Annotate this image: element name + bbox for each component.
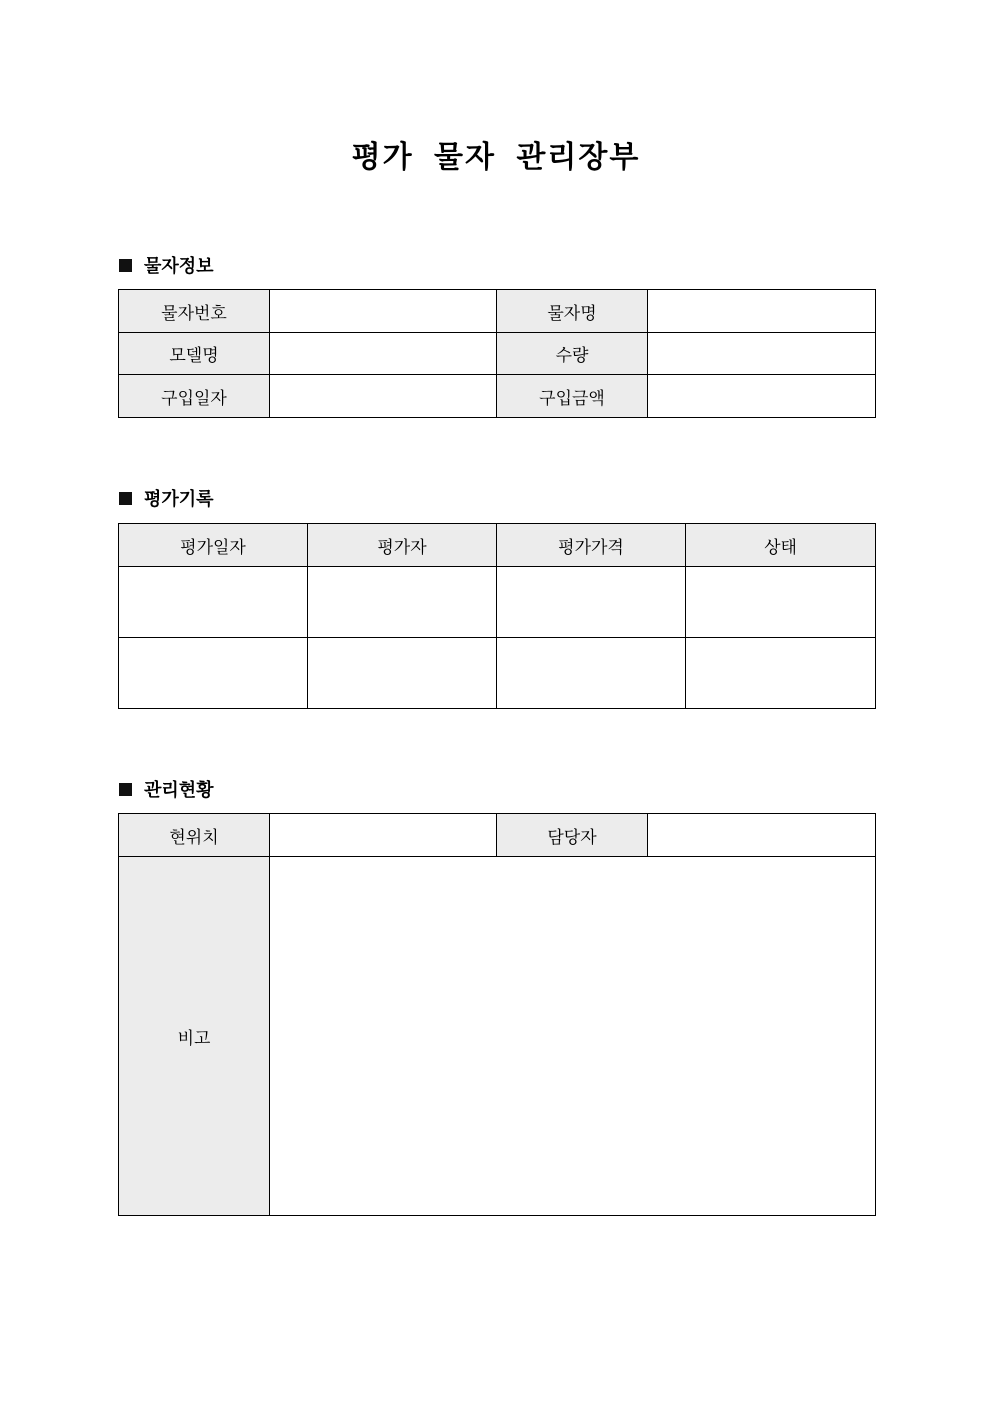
table-header-row bbox=[119, 524, 876, 567]
item-number-field[interactable] bbox=[270, 290, 497, 333]
info-table bbox=[118, 289, 876, 418]
evaluator-cell[interactable] bbox=[308, 567, 497, 638]
eval-price-cell[interactable] bbox=[497, 567, 686, 638]
model-name-label: 모델명 bbox=[119, 333, 270, 375]
manager-field[interactable] bbox=[648, 814, 876, 857]
item-name-field[interactable] bbox=[648, 290, 876, 333]
table-row bbox=[119, 567, 876, 638]
model-name-field[interactable] bbox=[270, 333, 497, 375]
remarks-field[interactable] bbox=[270, 857, 876, 1216]
location-field[interactable] bbox=[270, 814, 497, 857]
eval-date-header: 평가일자 bbox=[119, 524, 308, 567]
section-heading-management bbox=[119, 776, 214, 802]
manager-label: 담당자 bbox=[497, 814, 648, 857]
purchase-amount-label: 구입금액 bbox=[497, 375, 648, 418]
purchase-amount-field[interactable] bbox=[648, 375, 876, 418]
section-heading-evaluation-label: 평가기록 bbox=[144, 489, 214, 510]
table-row bbox=[119, 638, 876, 709]
section-heading-evaluation bbox=[119, 485, 214, 511]
section-heading-info bbox=[119, 252, 214, 278]
eval-date-cell[interactable] bbox=[119, 567, 308, 638]
quantity-field[interactable] bbox=[648, 333, 876, 375]
evaluation-table bbox=[118, 523, 876, 709]
status-cell[interactable] bbox=[686, 567, 876, 638]
item-name-label: 물자명 bbox=[497, 290, 648, 333]
section-heading-info-label: 물자정보 bbox=[144, 256, 214, 277]
purchase-date-label: 구입일자 bbox=[119, 375, 270, 418]
page-title: 평가 물자 관리장부 bbox=[351, 140, 641, 175]
eval-date-cell[interactable] bbox=[119, 638, 308, 709]
black-square-icon bbox=[119, 259, 132, 272]
purchase-date-field[interactable] bbox=[270, 375, 497, 418]
evaluator-cell[interactable] bbox=[308, 638, 497, 709]
table-row bbox=[119, 290, 876, 333]
black-square-icon bbox=[119, 492, 132, 505]
status-header: 상태 bbox=[686, 524, 876, 567]
table-row bbox=[119, 375, 876, 418]
status-cell[interactable] bbox=[686, 638, 876, 709]
item-number-label: 물자번호 bbox=[119, 290, 270, 333]
eval-price-header: 평가가격 bbox=[497, 524, 686, 567]
location-label: 현위치 bbox=[119, 814, 270, 857]
section-heading-management-label: 관리현황 bbox=[144, 780, 214, 801]
table-row bbox=[119, 814, 876, 857]
table-row bbox=[119, 857, 876, 1216]
quantity-label: 수량 bbox=[497, 333, 648, 375]
black-square-icon bbox=[119, 783, 132, 796]
table-row bbox=[119, 333, 876, 375]
evaluator-header: 평가자 bbox=[308, 524, 497, 567]
eval-price-cell[interactable] bbox=[497, 638, 686, 709]
remarks-label: 비고 bbox=[119, 857, 270, 1216]
management-table bbox=[118, 813, 876, 1216]
